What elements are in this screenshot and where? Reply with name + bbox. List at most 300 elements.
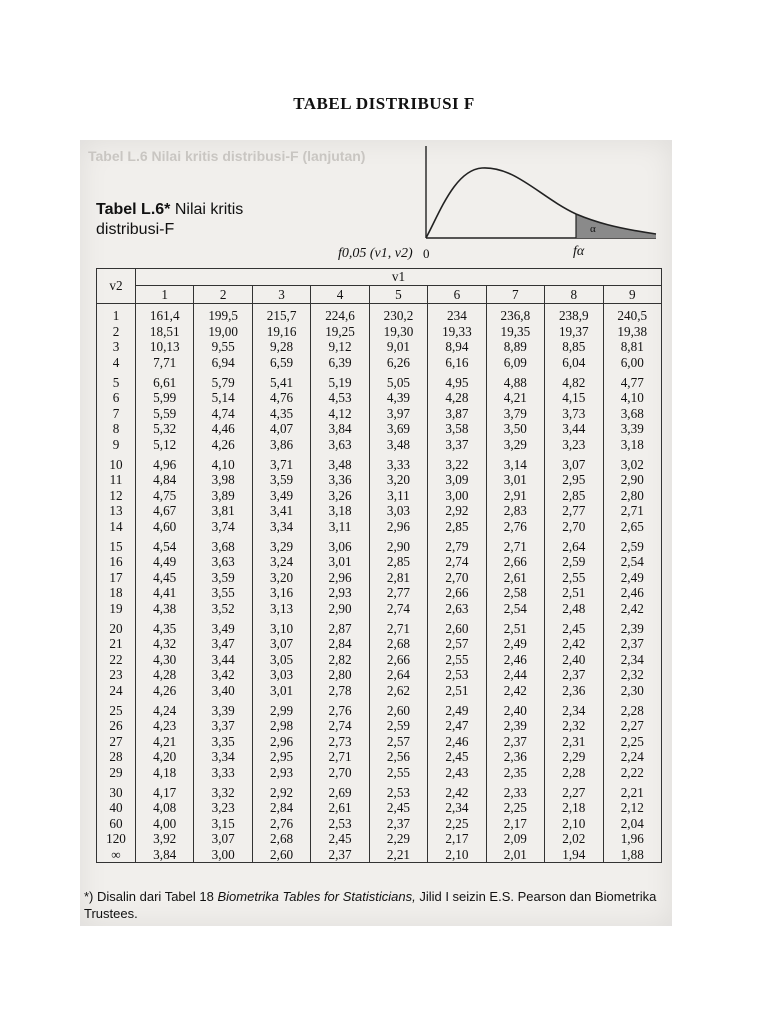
table-cell: 236,8 — [486, 304, 544, 324]
table-cell: 4,53 — [311, 390, 369, 406]
table-cell: 3,33 — [369, 452, 427, 472]
table-cell: 2,93 — [311, 585, 369, 601]
row-label-v2: 24 — [97, 683, 136, 699]
table-row — [97, 831, 662, 847]
table-row — [97, 636, 662, 652]
table-cell: 2,61 — [311, 800, 369, 816]
column-header: 6 — [428, 286, 486, 304]
table-cell: 2,53 — [369, 780, 427, 800]
table-cell: 2,18 — [545, 800, 603, 816]
table-cell: 3,35 — [194, 733, 252, 749]
row-label-v2: 25 — [97, 698, 136, 718]
v1-header: v1 — [136, 269, 662, 286]
table-cell: 2,35 — [486, 765, 544, 781]
table-cell: 4,35 — [252, 406, 310, 422]
table-row — [97, 683, 662, 699]
table-cell: 3,36 — [311, 472, 369, 488]
alpha-label: α — [590, 223, 596, 235]
table-cell: 3,86 — [252, 437, 310, 453]
table-cell: 2,77 — [545, 503, 603, 519]
table-cell: 2,96 — [369, 519, 427, 535]
table-cell: 4,67 — [136, 503, 194, 519]
table-cell: 4,38 — [136, 601, 194, 617]
row-label-v2: 28 — [97, 749, 136, 765]
table-cell: 2,49 — [603, 570, 662, 586]
table-cell: 2,25 — [603, 733, 662, 749]
table-cell: 1,94 — [545, 847, 603, 863]
column-header: 7 — [486, 286, 544, 304]
table-cell: 2,51 — [545, 585, 603, 601]
row-label-v2: 6 — [97, 390, 136, 406]
table-cell: 4,17 — [136, 780, 194, 800]
table-cell: 2,95 — [252, 749, 310, 765]
table-cell: 2,76 — [311, 698, 369, 718]
table-cell: 2,85 — [369, 554, 427, 570]
table-cell: 4,54 — [136, 534, 194, 554]
table-cell: 2,84 — [252, 800, 310, 816]
table-cell: 2,63 — [428, 601, 486, 617]
table-cell: 3,63 — [194, 554, 252, 570]
row-label-v2: 15 — [97, 534, 136, 554]
table-cell: 19,33 — [428, 324, 486, 340]
table-cell: 6,61 — [136, 370, 194, 390]
table-cell: 2,92 — [252, 780, 310, 800]
table-cell: 4,26 — [194, 437, 252, 453]
table-cell: 3,40 — [194, 683, 252, 699]
table-cell: 2,25 — [428, 815, 486, 831]
table-cell: 2,70 — [311, 765, 369, 781]
table-cell: 5,19 — [311, 370, 369, 390]
table-cell: 3,14 — [486, 452, 544, 472]
row-label-v2: 23 — [97, 667, 136, 683]
table-cell: 3,89 — [194, 488, 252, 504]
table-cell: 6,00 — [603, 355, 662, 371]
table-cell: 4,30 — [136, 651, 194, 667]
row-label-v2: 1 — [97, 304, 136, 324]
table-cell: 4,95 — [428, 370, 486, 390]
table-cell: 2,37 — [311, 847, 369, 863]
table-cell: 4,12 — [311, 406, 369, 422]
document-title: TABEL DISTRIBUSI F — [293, 94, 475, 113]
table-cell: 8,94 — [428, 339, 486, 355]
zero-label: 0 — [423, 246, 430, 261]
table-row — [97, 800, 662, 816]
table-cell: 7,71 — [136, 355, 194, 371]
table-row — [97, 488, 662, 504]
table-row — [97, 667, 662, 683]
table-cell: 8,89 — [486, 339, 544, 355]
table-cell: 1,96 — [603, 831, 662, 847]
row-label-v2: 9 — [97, 437, 136, 453]
table-row — [97, 780, 662, 800]
table-cell: 2,66 — [428, 585, 486, 601]
table-cell: 2,27 — [603, 718, 662, 734]
table-cell: 2,80 — [311, 667, 369, 683]
table-cell: 2,95 — [545, 472, 603, 488]
table-cell: 3,39 — [194, 698, 252, 718]
table-cell: 3,59 — [252, 472, 310, 488]
table-cell: 2,33 — [486, 780, 544, 800]
table-cell: 6,59 — [252, 355, 310, 371]
table-row — [97, 406, 662, 422]
table-cell: 3,11 — [369, 488, 427, 504]
table-row — [97, 437, 662, 453]
table-row — [97, 370, 662, 390]
table-cell: 5,41 — [252, 370, 310, 390]
table-cell: 9,01 — [369, 339, 427, 355]
table-cell: 3,22 — [428, 452, 486, 472]
row-label-v2: 8 — [97, 421, 136, 437]
table-cell: 2,99 — [252, 698, 310, 718]
table-cell: 19,30 — [369, 324, 427, 340]
table-cell: 2,82 — [311, 651, 369, 667]
table-cell: 2,36 — [486, 749, 544, 765]
table-cell: 2,51 — [486, 616, 544, 636]
table-cell: 9,55 — [194, 339, 252, 355]
table-cell: 4,84 — [136, 472, 194, 488]
row-label-v2: 40 — [97, 800, 136, 816]
table-cell: 2,71 — [311, 749, 369, 765]
table-row — [97, 585, 662, 601]
table-cell: 3,29 — [486, 437, 544, 453]
table-cell: 4,60 — [136, 519, 194, 535]
table-cell: 2,40 — [486, 698, 544, 718]
table-cell: 4,75 — [136, 488, 194, 504]
table-cell: 5,32 — [136, 421, 194, 437]
table-cell: 2,92 — [428, 503, 486, 519]
table-cell: 2,29 — [545, 749, 603, 765]
table-cell: 4,77 — [603, 370, 662, 390]
table-cell: 2,45 — [311, 831, 369, 847]
row-label-v2: 13 — [97, 503, 136, 519]
f-alpha-label: fα — [573, 244, 585, 259]
table-cell: 4,88 — [486, 370, 544, 390]
table-cell: 2,59 — [545, 554, 603, 570]
column-header: 2 — [194, 286, 252, 304]
table-cell: 3,39 — [603, 421, 662, 437]
table-cell: 2,45 — [428, 749, 486, 765]
table-row — [97, 733, 662, 749]
table-cell: 2,25 — [486, 800, 544, 816]
table-cell: 2,58 — [486, 585, 544, 601]
table-cell: 2,79 — [428, 534, 486, 554]
table-cell: 3,09 — [428, 472, 486, 488]
table-cell: 2,34 — [428, 800, 486, 816]
table-cell: 6,94 — [194, 355, 252, 371]
row-label-v2: 14 — [97, 519, 136, 535]
table-cell: 3,52 — [194, 601, 252, 617]
table-cell: 3,97 — [369, 406, 427, 422]
table-cell: 161,4 — [136, 304, 194, 324]
row-label-v2: 7 — [97, 406, 136, 422]
table-cell: 4,28 — [428, 390, 486, 406]
table-cell: 3,02 — [603, 452, 662, 472]
table-cell: 3,15 — [194, 815, 252, 831]
table-cell: 4,21 — [486, 390, 544, 406]
table-row — [97, 534, 662, 554]
table-cell: 2,98 — [252, 718, 310, 734]
table-row — [97, 355, 662, 371]
footnote — [84, 888, 664, 922]
table-cell: 2,28 — [545, 765, 603, 781]
table-cell: 10,13 — [136, 339, 194, 355]
table-cell: 2,42 — [603, 601, 662, 617]
row-label-v2: 27 — [97, 733, 136, 749]
table-cell: 19,25 — [311, 324, 369, 340]
table-cell: 19,38 — [603, 324, 662, 340]
table-cell: 2,45 — [545, 616, 603, 636]
table-cell: 2,76 — [252, 815, 310, 831]
table-cell: 3,50 — [486, 421, 544, 437]
table-row — [97, 847, 662, 863]
footnote-text2: Jilid I seizin E.S. Pearson dan Biometrika Trustees. — [84, 889, 657, 921]
table-cell: 2,68 — [369, 636, 427, 652]
table-row — [97, 749, 662, 765]
table-cell: 2,39 — [603, 616, 662, 636]
table-cell: 4,46 — [194, 421, 252, 437]
table-cell: 19,16 — [252, 324, 310, 340]
table-cell: 3,74 — [194, 519, 252, 535]
table-cell: 3,47 — [194, 636, 252, 652]
table-cell: 2,90 — [311, 601, 369, 617]
table-cell: 2,40 — [545, 651, 603, 667]
table-cell: 4,18 — [136, 765, 194, 781]
table-cell: 4,45 — [136, 570, 194, 586]
table-cell: 2,10 — [545, 815, 603, 831]
table-cell: 3,07 — [252, 636, 310, 652]
table-cell: 2,61 — [486, 570, 544, 586]
table-cell: 2,10 — [428, 847, 486, 863]
table-cell: 2,96 — [252, 733, 310, 749]
table-cell: 6,04 — [545, 355, 603, 371]
table-cell: 224,6 — [311, 304, 369, 324]
table-cell: 3,03 — [252, 667, 310, 683]
table-cell: 3,34 — [252, 519, 310, 535]
table-cell: 4,15 — [545, 390, 603, 406]
table-cell: 2,47 — [428, 718, 486, 734]
row-label-v2: 3 — [97, 339, 136, 355]
table-cell: 3,23 — [194, 800, 252, 816]
table-cell: 3,07 — [545, 452, 603, 472]
table-cell: 2,31 — [545, 733, 603, 749]
table-cell: 2,80 — [603, 488, 662, 504]
table-cell: 3,71 — [252, 452, 310, 472]
footnote-italic: Biometrika Tables for Statisticians, — [217, 889, 416, 904]
table-cell: 2,85 — [428, 519, 486, 535]
table-cell: 3,37 — [194, 718, 252, 734]
table-cell: 2,28 — [603, 698, 662, 718]
table-cell: 2,62 — [369, 683, 427, 699]
table-cell: 3,49 — [194, 616, 252, 636]
table-cell: 2,81 — [369, 570, 427, 586]
table-cell: 2,91 — [486, 488, 544, 504]
table-cell: 2,55 — [545, 570, 603, 586]
table-row — [97, 304, 662, 324]
table-cell: 2,42 — [428, 780, 486, 800]
table-cell: 3,05 — [252, 651, 310, 667]
table-cell: 2,83 — [486, 503, 544, 519]
table-heading — [96, 200, 243, 240]
table-cell: 4,20 — [136, 749, 194, 765]
table-cell: 3,41 — [252, 503, 310, 519]
table-cell: 2,44 — [486, 667, 544, 683]
row-label-v2: 120 — [97, 831, 136, 847]
table-cell: 2,66 — [486, 554, 544, 570]
table-title-line2: distribusi-F — [96, 221, 175, 238]
table-cell: 3,26 — [311, 488, 369, 504]
table-cell: 2,48 — [545, 601, 603, 617]
table-cell: 4,74 — [194, 406, 252, 422]
table-cell: 8,81 — [603, 339, 662, 355]
table-cell: 3,98 — [194, 472, 252, 488]
table-cell: 2,46 — [428, 733, 486, 749]
table-cell: 4,76 — [252, 390, 310, 406]
table-cell: 3,63 — [311, 437, 369, 453]
table-cell: 4,10 — [194, 452, 252, 472]
table-cell: 2,46 — [486, 651, 544, 667]
table-cell: 2,21 — [369, 847, 427, 863]
table-cell: 5,14 — [194, 390, 252, 406]
table-cell: 2,90 — [603, 472, 662, 488]
row-label-v2: 5 — [97, 370, 136, 390]
table-row — [97, 616, 662, 636]
table-row — [97, 815, 662, 831]
table-cell: 3,87 — [428, 406, 486, 422]
table-cell: 3,68 — [603, 406, 662, 422]
table-cell: 240,5 — [603, 304, 662, 324]
table-cell: 2,51 — [428, 683, 486, 699]
table-cell: 2,74 — [369, 601, 427, 617]
table-cell: 2,60 — [369, 698, 427, 718]
table-cell: 2,78 — [311, 683, 369, 699]
table-cell: 2,64 — [369, 667, 427, 683]
table-row — [97, 519, 662, 535]
table-row — [97, 421, 662, 437]
row-label-v2: 19 — [97, 601, 136, 617]
table-cell: 3,32 — [194, 780, 252, 800]
row-label-v2: 60 — [97, 815, 136, 831]
table-cell: 3,01 — [486, 472, 544, 488]
table-cell: 2,73 — [311, 733, 369, 749]
footnote-mark: *) — [84, 889, 94, 904]
table-cell: 2,57 — [428, 636, 486, 652]
table-cell: 3,48 — [369, 437, 427, 453]
table-title-line1: Nilai kritis — [174, 201, 244, 218]
table-cell: 2,01 — [486, 847, 544, 863]
table-cell: 6,39 — [311, 355, 369, 371]
table-cell: 2,85 — [545, 488, 603, 504]
table-cell: 3,44 — [194, 651, 252, 667]
table-cell: 2,02 — [545, 831, 603, 847]
table-row — [97, 765, 662, 781]
table-cell: 3,18 — [603, 437, 662, 453]
table-cell: 2,43 — [428, 765, 486, 781]
table-cell: 2,22 — [603, 765, 662, 781]
table-cell: 2,71 — [369, 616, 427, 636]
table-cell: 3,68 — [194, 534, 252, 554]
table-cell: 2,77 — [369, 585, 427, 601]
table-cell: 5,79 — [194, 370, 252, 390]
row-label-v2: 12 — [97, 488, 136, 504]
table-cell: 2,66 — [369, 651, 427, 667]
f-critical-values-table — [96, 268, 662, 863]
table-row — [97, 339, 662, 355]
table-cell: 3,03 — [369, 503, 427, 519]
table-cell: 2,53 — [311, 815, 369, 831]
row-label-v2: ∞ — [97, 847, 136, 863]
table-cell: 3,20 — [252, 570, 310, 586]
table-cell: 4,41 — [136, 585, 194, 601]
table-cell: 2,17 — [428, 831, 486, 847]
table-cell: 2,59 — [369, 718, 427, 734]
table-cell: 3,81 — [194, 503, 252, 519]
table-cell: 19,35 — [486, 324, 544, 340]
table-cell: 3,10 — [252, 616, 310, 636]
table-cell: 2,27 — [545, 780, 603, 800]
row-label-v2: 30 — [97, 780, 136, 800]
table-row — [97, 698, 662, 718]
table-cell: 5,05 — [369, 370, 427, 390]
table-cell: 6,26 — [369, 355, 427, 371]
table-cell: 4,32 — [136, 636, 194, 652]
table-cell: 3,18 — [311, 503, 369, 519]
table-cell: 3,24 — [252, 554, 310, 570]
table-cell: 2,68 — [252, 831, 310, 847]
table-cell: 2,87 — [311, 616, 369, 636]
table-label: Tabel L.6* — [96, 201, 171, 218]
table-cell: 4,26 — [136, 683, 194, 699]
table-cell: 2,42 — [545, 636, 603, 652]
column-header: 3 — [252, 286, 310, 304]
table-cell: 2,57 — [369, 733, 427, 749]
table-cell: 2,12 — [603, 800, 662, 816]
row-label-v2: 2 — [97, 324, 136, 340]
table-cell: 6,16 — [428, 355, 486, 371]
table-cell: 2,90 — [369, 534, 427, 554]
table-cell: 2,42 — [486, 683, 544, 699]
table-row — [97, 718, 662, 734]
table-row — [97, 601, 662, 617]
table-cell: 2,74 — [311, 718, 369, 734]
table-cell: 2,54 — [603, 554, 662, 570]
table-cell: 2,30 — [603, 683, 662, 699]
table-cell: 2,36 — [545, 683, 603, 699]
table-cell: 3,13 — [252, 601, 310, 617]
table-cell: 2,65 — [603, 519, 662, 535]
row-label-v2: 11 — [97, 472, 136, 488]
table-cell: 2,32 — [603, 667, 662, 683]
table-cell: 215,7 — [252, 304, 310, 324]
row-label-v2: 26 — [97, 718, 136, 734]
table-cell: 2,39 — [486, 718, 544, 734]
row-label-v2: 18 — [97, 585, 136, 601]
table-cell: 2,34 — [545, 698, 603, 718]
table-cell: 2,37 — [486, 733, 544, 749]
table-cell: 234 — [428, 304, 486, 324]
table-row — [97, 503, 662, 519]
table-row — [97, 651, 662, 667]
table-cell: 3,92 — [136, 831, 194, 847]
footnote-text1: Disalin dari Tabel 18 — [97, 889, 214, 904]
table-cell: 3,00 — [428, 488, 486, 504]
table-cell: 2,49 — [486, 636, 544, 652]
table-cell: 3,44 — [545, 421, 603, 437]
table-cell: 2,34 — [603, 651, 662, 667]
table-row — [97, 570, 662, 586]
table-cell: 18,51 — [136, 324, 194, 340]
table-cell: 2,70 — [545, 519, 603, 535]
row-label-v2: 17 — [97, 570, 136, 586]
